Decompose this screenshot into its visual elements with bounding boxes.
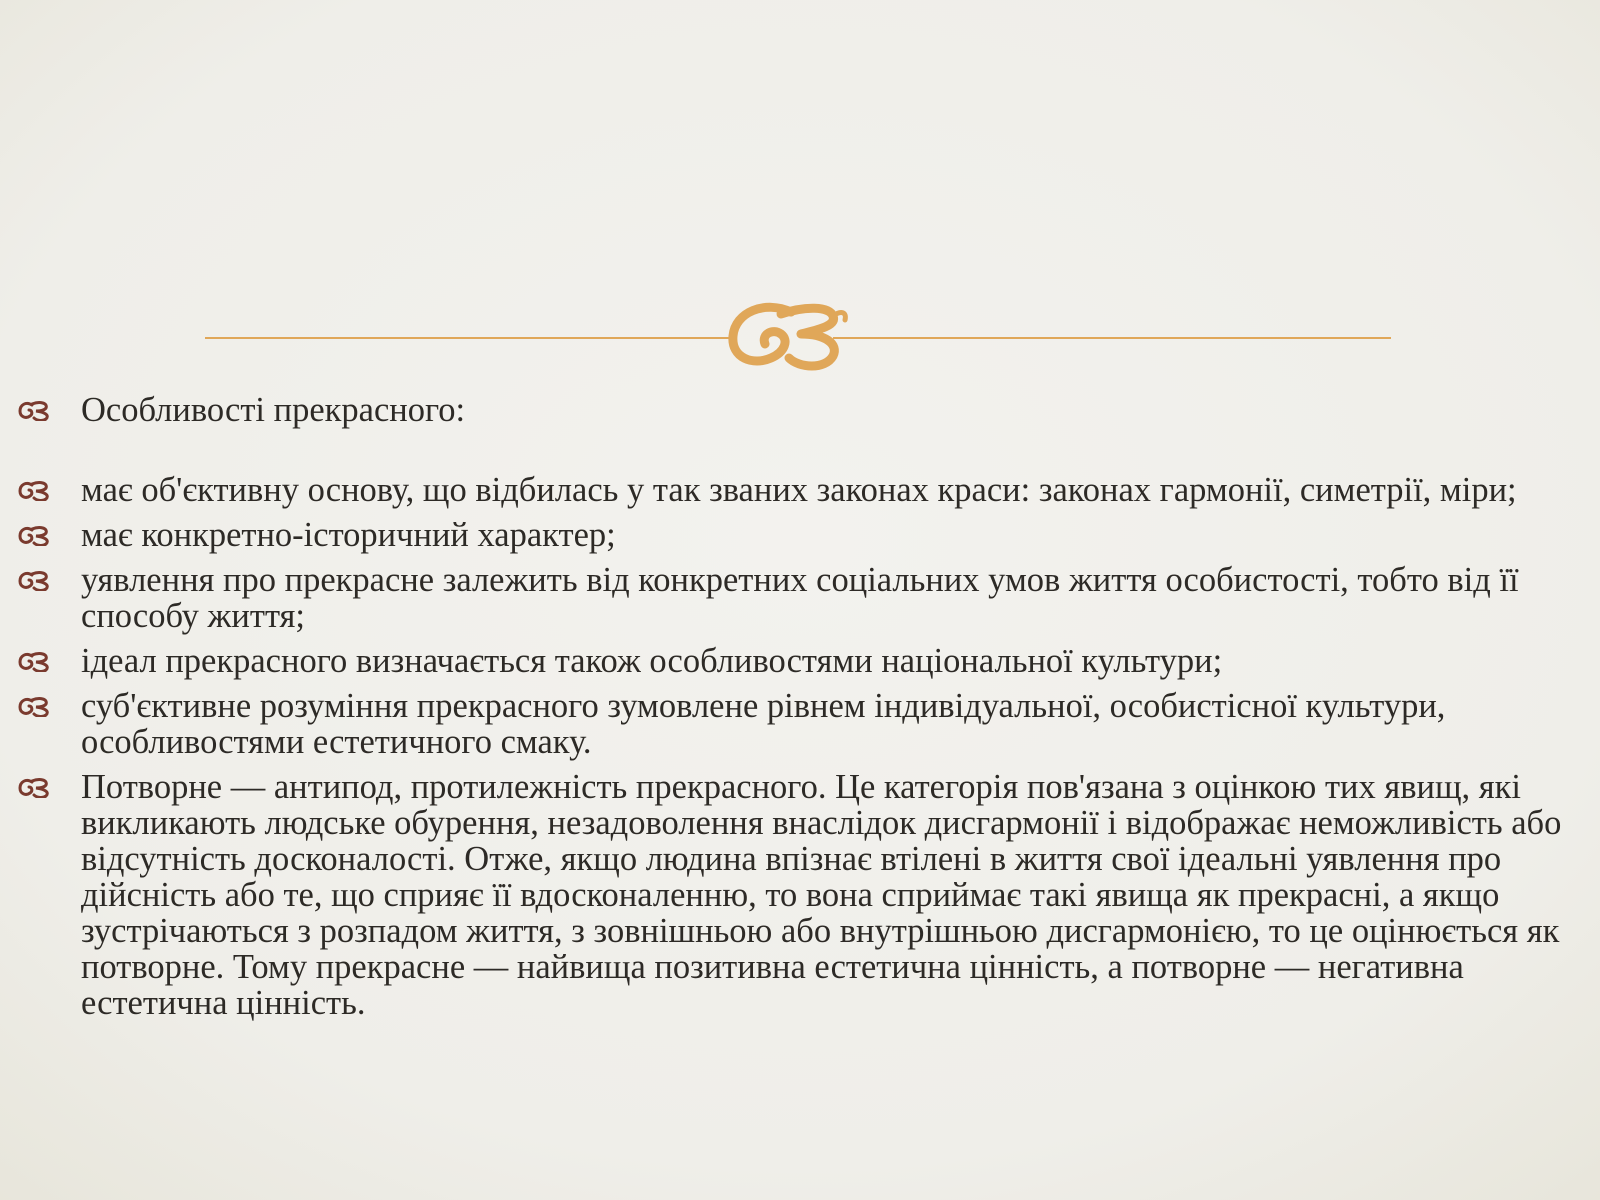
bullet-ornament-icon (18, 526, 54, 546)
bullet-item (0, 769, 1600, 1021)
bullet-item (0, 688, 1600, 760)
bullet-ornament-icon (18, 697, 54, 717)
bullet-ornament-icon (18, 778, 54, 798)
bullet-ornament-icon (18, 571, 54, 591)
bullet-list (0, 392, 1600, 1030)
bullet-item (0, 392, 1600, 428)
bullet-text: суб'єктивне розуміння прекрасного зумовлене рівнем індивідуальної, особистісної культури, особливостями естетичного смаку. (81, 687, 1446, 761)
bullet-text: Потворне — антипод, протилежність прекрасного. Це категорія пов'язана з оцінкою тих явищ, які викликають людське обурення, незадоволення внаслідок дисгармонії і відображає неможливість або відсутність досконалості. Отже, якщо людина впізнає втілені в життя свої ідеальні уявлення про дійсність або те, що сприяє її вдосконаленню, то вона сприймає такі явища як прекрасні, а якщо зустрічаються з розпадом життя, з зовнішньою або внутрішньою дисгармонією, то це оцінюється як потворне. Тому прекрасне — найвища позитивна естетична цінність, а потворне — негативна естетична цінність. (81, 768, 1562, 1022)
bullet-text: уявлення про прекрасне залежить від конкретних соціальних умов життя особистості, тобто від її способу життя; (81, 561, 1519, 635)
bullet-text: ідеал прекрасного визначається також особливостями національної культури; (81, 642, 1223, 680)
bullet-ornament-icon (18, 401, 54, 421)
bullet-item (0, 643, 1600, 679)
bullet-text: Особливості прекрасного: (81, 391, 466, 429)
bullet-ornament-icon (18, 652, 54, 672)
bullet-item (0, 562, 1600, 634)
bullet-text: має конкретно-історичний характер; (81, 516, 616, 554)
ornament-flourish-icon (205, 300, 1391, 380)
title-divider (205, 300, 1391, 380)
bullet-ornament-icon (18, 481, 54, 501)
bullet-item (0, 517, 1600, 553)
bullet-item (0, 472, 1600, 508)
bullet-text: має об'єктивну основу, що відбилась у так званих законах краси: законах гармонії, симетрії, міри; (81, 471, 1517, 509)
